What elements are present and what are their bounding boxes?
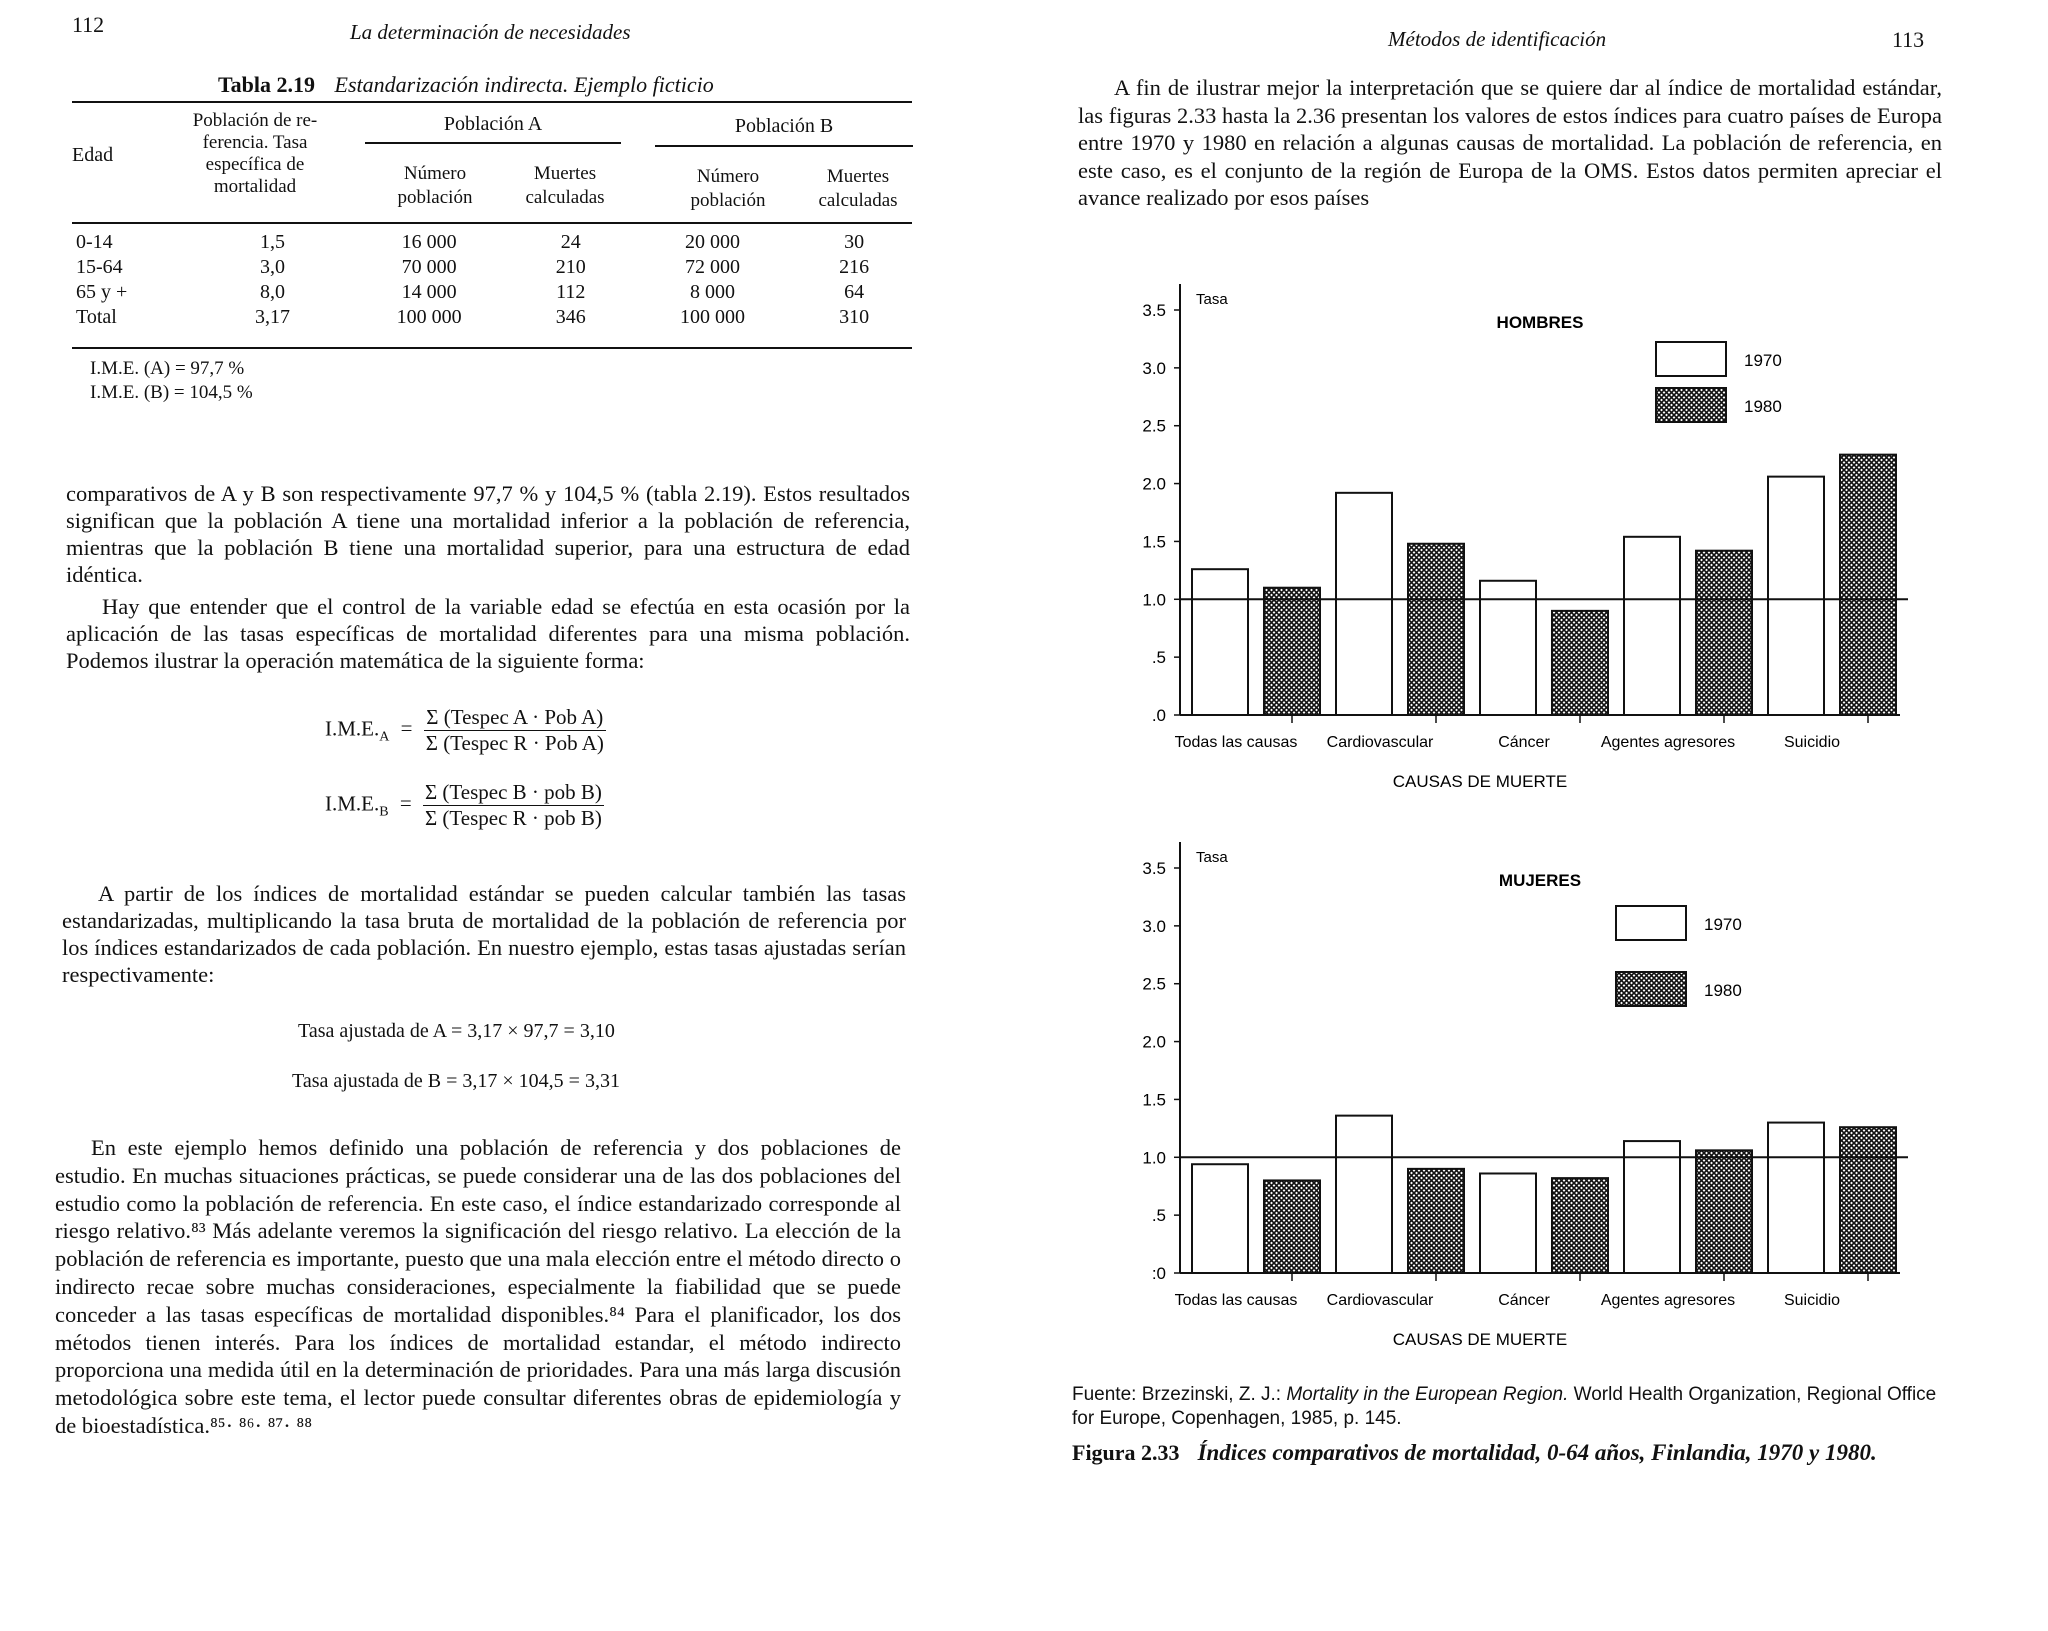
- table-cell-muertes-a: 112: [556, 281, 586, 303]
- table-cell-muertes-b: 310: [839, 306, 870, 328]
- bar-1980: [1264, 1180, 1320, 1273]
- note-ime-a: I.M.E. (A) = 97,7 %: [90, 358, 245, 379]
- y-tick-label: .0: [1151, 706, 1166, 725]
- legend-swatch: [1616, 972, 1686, 1006]
- sub-muertes-a: Muertes calculadas: [525, 163, 605, 208]
- y-tick-label: 2.0: [1142, 1032, 1166, 1052]
- paragraph-4: En este ejemplo hemos definido una población de referencia y dos poblaciones de estudio. En muchas situaciones prácticas, se puede considerar una de las dos poblaciones del estudio como la población de referencia. En este caso, el índice estandarizado corresponde al riesgo relativo.⁸³ Más adelante veremos la significación del riesgo relativo. La elección de la población de referencia es importante, puesto que una mala elección entre el método directo o indirecto recae sobre muchas consideraciones, especialmente la fiabilidad que se puede conceder a las tasas específicas de mortalidad disponibles.⁸⁴ Para el planificador, los dos métodos tienen interés. Para los índices de mortalidad estandar, el método indirecto proporciona una medida útil en la determinación de prioridades. Para una más larga discusión metodológica sobre este tema, el lector puede consultar diferentes obras de epidemiología y de bioestadística.⁸⁵· ⁸⁶· ⁸⁷· ⁸⁸: [55, 1135, 901, 1438]
- table-label: Tabla 2.19: [218, 72, 316, 97]
- table-cell-edad: 15-64: [76, 256, 123, 278]
- group-a-rule: [365, 142, 621, 144]
- x-tick-label: Cáncer: [1498, 1292, 1550, 1309]
- formula-a: $I.M.E._A$ = $\frac{\text{Σ (Tespec A · Pob A)}}{\text{Σ (Tespec R · Pob A)}}$: [325, 705, 604, 755]
- table-cell-num-a: 100 000: [396, 306, 462, 328]
- x-axis-label: CAUSAS DE MUERTE: [1392, 772, 1568, 791]
- y-tick-label: 3.0: [1142, 358, 1166, 378]
- chart-mujeres: [1094, 828, 1934, 1368]
- group-b-rule: [655, 145, 913, 147]
- bar-1970: [1192, 569, 1248, 715]
- figure-caption: [1072, 1440, 1962, 1466]
- table-cell-num-b: 100 000: [679, 306, 745, 328]
- figure-label: Figura 2.33: [1072, 1440, 1180, 1465]
- legend-label: 1980: [1704, 981, 1742, 1000]
- table-cell-tasa: 3,0: [260, 256, 286, 278]
- table-cell-muertes-b: 30: [844, 231, 865, 253]
- y-tick-label: 3.5: [1142, 301, 1166, 320]
- formula-b: $I.M.E._B$ = $\frac{\text{Σ (Tespec B · pob B)}}{\text{Σ (Tespec R · pob B)}}$: [325, 780, 602, 830]
- y-tick-label: 1.0: [1142, 1148, 1166, 1168]
- sub-muertes-b: Muertes calculadas: [818, 166, 898, 211]
- table-row: [70, 253, 920, 278]
- page-number: 112: [72, 12, 105, 37]
- y-tick-label: 1.5: [1142, 532, 1166, 552]
- paragraph-1: comparativos de A y B son respectivamente 97,7 % y 104,5 % (tabla 2.19). Estos resultados significan que la población A tiene una mortalidad inferior a la población de referencia, mientras que la población B tiene una mortalidad superior, para una estructura de edad idéntica.: [66, 481, 910, 587]
- table-row: [70, 228, 920, 253]
- page-number: 113: [1892, 27, 1925, 52]
- bar-1970: [1336, 1116, 1392, 1273]
- x-tick-label: Todas las causas: [1174, 1292, 1298, 1309]
- bar-1980: [1840, 455, 1896, 715]
- x-tick-label: Cardiovascular: [1326, 1292, 1434, 1309]
- table-caption: [218, 72, 714, 98]
- bar-1980: [1840, 1127, 1896, 1273]
- adjusted-rate-b: Tasa ajustada de B = 3,17 × 104,5 = 3,31: [292, 1070, 620, 1092]
- chart-title: MUJERES: [1498, 871, 1582, 890]
- table-top-rule: [72, 101, 912, 103]
- right-page: [1024, 0, 2048, 1631]
- x-tick-label: Cáncer: [1498, 734, 1550, 751]
- y-tick-label: :0: [1151, 1264, 1166, 1283]
- chart-title: HOMBRES: [1496, 313, 1584, 332]
- bar-1980: [1408, 544, 1464, 715]
- table-cell-tasa: 3,17: [255, 306, 291, 328]
- x-tick-label: Suicidio: [1783, 1292, 1841, 1309]
- x-axis-label: CAUSAS DE MUERTE: [1392, 1330, 1568, 1349]
- y-tick-label: 2.0: [1142, 474, 1166, 494]
- legend-label: 1970: [1704, 915, 1742, 934]
- bar-1980: [1552, 1178, 1608, 1273]
- x-tick-label: Agentes agresores: [1600, 1292, 1736, 1309]
- table-row: [70, 303, 920, 328]
- table-cell-tasa: 8,0: [260, 281, 286, 303]
- y-tick-label: .5: [1151, 648, 1166, 668]
- group-b-header: Población B: [734, 115, 834, 137]
- table-cell-num-a: 14 000: [401, 281, 457, 303]
- chart-hombres: [1094, 270, 1934, 810]
- table-body: [70, 228, 930, 328]
- table-cell-muertes-b: 64: [844, 281, 865, 303]
- bar-1970: [1480, 581, 1536, 715]
- bar-1980: [1696, 551, 1752, 715]
- sub-numero-a: Número población: [397, 163, 473, 208]
- table-cell-num-a: 70 000: [401, 256, 457, 278]
- running-head: Métodos de identificación: [1388, 27, 1607, 51]
- sub-numero-b: Número población: [690, 166, 766, 211]
- legend-label: 1970: [1744, 351, 1782, 370]
- bar-1970: [1624, 1141, 1680, 1273]
- adjusted-rate-a: Tasa ajustada de A = 3,17 × 97,7 = 3,10: [298, 1020, 615, 1042]
- paragraph-3: A partir de los índices de mortalidad estándar se pueden calcular también las tasas estandarizadas, multiplicando la tasa bruta de mortalidad de la población de referencia por los índices estandarizados de cada población. En nuestro ejemplo, estas tasas ajustadas serían respectivamente:: [62, 881, 906, 987]
- y-axis-label: Tasa: [1196, 849, 1228, 866]
- figure-source: Fuente: Brzezinski, Z. J.: Mortality in the European Region. World Health Organization, Regional Office for Europe, Copenhagen, 1985, p. 145.: [1072, 1384, 1937, 1429]
- figure-title: Índices comparativos de mortalidad, 0-64 años, Finlandia, 1970 y 1980.: [1197, 1440, 1877, 1465]
- table-header-rule: [72, 222, 912, 224]
- paragraph-2: Hay que entender que el control de la variable edad se efectúa en esta ocasión por la aplicación de las tasas específicas de mortalidad diferentes para una misma población. Podemos ilustrar la operación matemática de la siguiente forma:: [66, 594, 910, 673]
- col-edad: Edad: [72, 144, 114, 166]
- table-cell-edad: 65 y +: [76, 281, 128, 303]
- running-head: La determinación de necesidades: [350, 20, 631, 44]
- bar-1980: [1264, 588, 1320, 715]
- y-tick-label: .5: [1151, 1206, 1166, 1226]
- x-tick-label: Cardiovascular: [1326, 734, 1434, 751]
- table-cell-muertes-b: 216: [839, 256, 870, 278]
- legend-swatch: [1616, 906, 1686, 940]
- col-reference: Población de re- ferencia. Tasa específica de mortalidad: [192, 110, 318, 197]
- x-tick-label: Suicidio: [1783, 734, 1841, 751]
- table-cell-num-a: 16 000: [401, 231, 457, 253]
- y-tick-label: 2.5: [1142, 974, 1166, 994]
- legend-label: 1980: [1744, 397, 1782, 416]
- y-tick-label: 3.5: [1142, 859, 1166, 878]
- bar-1970: [1768, 477, 1824, 715]
- bar-1970: [1768, 1123, 1824, 1273]
- table-row: [70, 278, 920, 303]
- table-cell-tasa: 1,5: [260, 231, 286, 253]
- y-tick-label: 2.5: [1142, 416, 1166, 436]
- y-tick-label: 1.5: [1142, 1090, 1166, 1110]
- group-a-header: Población A: [443, 113, 543, 135]
- bar-1980: [1696, 1150, 1752, 1273]
- bar-1970: [1624, 537, 1680, 715]
- table-cell-edad: Total: [76, 306, 117, 328]
- x-tick-label: Agentes agresores: [1600, 734, 1736, 751]
- table-cell-num-b: 72 000: [684, 256, 740, 278]
- bar-1980: [1408, 1169, 1464, 1273]
- intro-paragraph: A fin de ilustrar mejor la interpretación que se quiere dar al índice de mortalidad estándar, las figuras 2.33 hasta la 2.36 presentan los valores de estos índices para cuatro países de Europa entre 1970 y 1980 en relación a algunas causas de mortalidad. La población de referencia, en este caso, es el conjunto de la región de Europa de la OMS. Estos datos permiten apreciar el avance realizado por esos países: [1078, 75, 1942, 210]
- table-cell-num-b: 8 000: [689, 281, 735, 303]
- bar-1970: [1480, 1173, 1536, 1273]
- y-tick-label: 3.0: [1142, 916, 1166, 936]
- x-tick-label: Todas las causas: [1174, 734, 1298, 751]
- table-cell-edad: 0-14: [76, 231, 113, 253]
- table-notes: [90, 357, 253, 405]
- table-cell-muertes-a: 210: [555, 256, 586, 278]
- table-bottom-rule: [72, 347, 912, 349]
- note-ime-b: I.M.E. (B) = 104,5 %: [90, 382, 253, 403]
- table-cell-num-b: 20 000: [684, 231, 740, 253]
- table-cell-muertes-a: 346: [555, 306, 586, 328]
- legend-swatch: [1656, 388, 1726, 422]
- bar-1970: [1192, 1164, 1248, 1273]
- table-cell-muertes-a: 24: [560, 231, 581, 253]
- table-title: Estandarización indirecta. Ejemplo ficticio: [334, 72, 714, 97]
- y-axis-label: Tasa: [1196, 291, 1228, 308]
- bar-1970: [1336, 493, 1392, 715]
- bar-1980: [1552, 611, 1608, 715]
- legend-swatch: [1656, 342, 1726, 376]
- y-tick-label: 1.0: [1142, 590, 1166, 610]
